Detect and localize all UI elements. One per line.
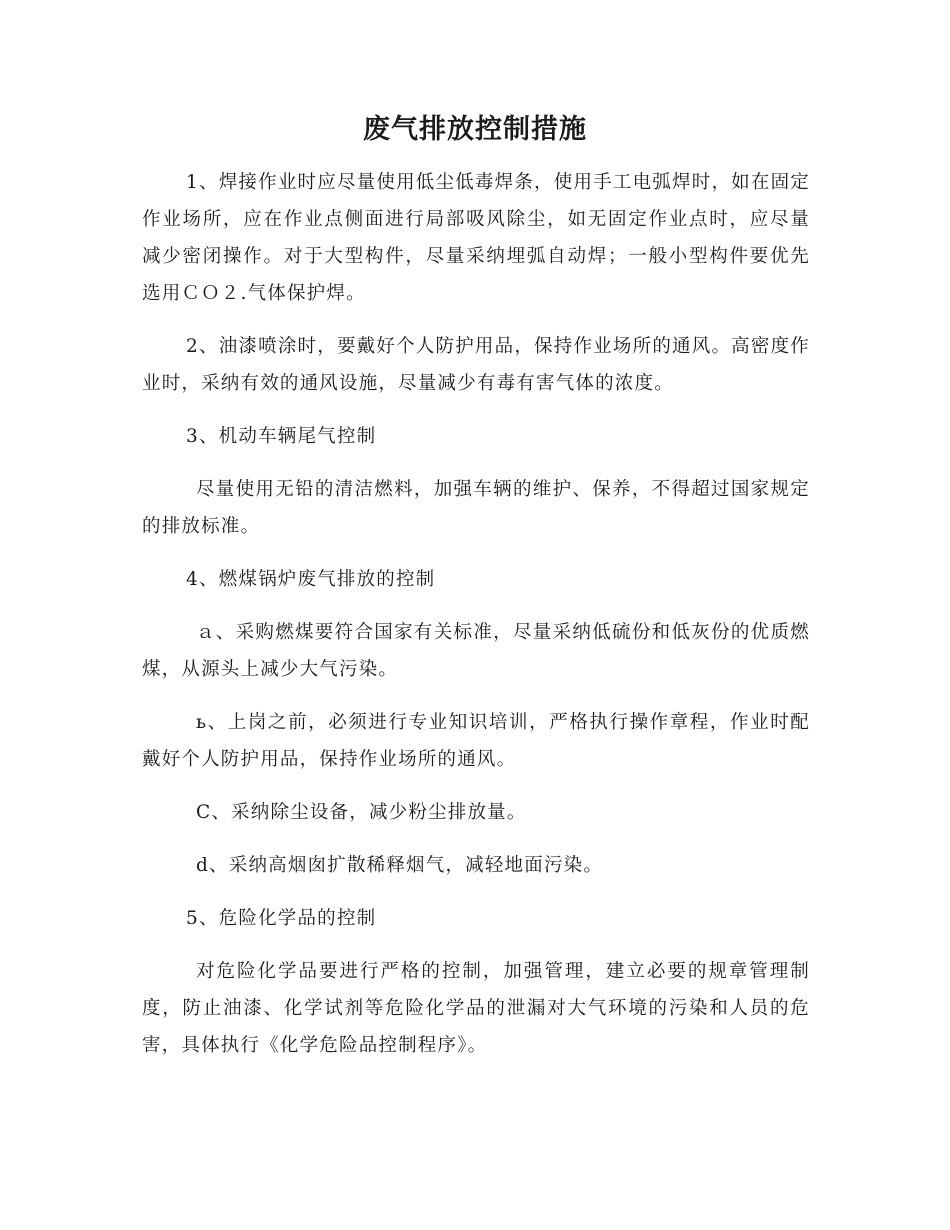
paragraph-3-heading: 3、机动车辆尾气控制	[186, 426, 377, 447]
paragraph-1: 1、焊接作业时应尽量使用低尘低毒焊条，使用手工电弧焊时，如在固定作业场所，应在作业点侧面进行局部吸风除尘，如无固定作业点时，应尽量减少密闭操作。对于大型构件，尽量采纳埋弧自动焊；一般小型构件要优先选用ＣＯ２.气体保护焊。	[142, 172, 810, 304]
paragraph-4b: ь、上岗之前，必须进行专业知识培训，严格执行操作章程，作业时配戴好个人防护用品，保持作业场所的通风。	[142, 712, 810, 770]
paragraph-3-body: 尽量使用无铅的清洁燃料，加强车辆的维护、保养，不得超过国家规定的排放标准。	[142, 479, 810, 537]
paragraph-5-body: 对危险化学品要进行严格的控制，加强管理，建立必要的规章管理制度，防止油漆、化学试剂等危险化学品的泄漏对大气环境的污染和人员的危害，具体执行《化学危险品控制程序》。	[142, 961, 810, 1056]
paragraph-4d: d、采纳高烟囱扩散稀释烟气，减轻地面污染。	[196, 855, 604, 876]
document-body	[142, 164, 810, 1064]
paragraph-4a: ａ、采购燃煤要符合国家有关标准，尽量采纳低硫份和低灰份的优质燃煤，从源头上减少大气污染。	[142, 622, 810, 680]
paragraph-2: 2、油漆喷涂时，要戴好个人防护用品，保持作业场所的通风。高密度作业时，采纳有效的通风设施，尽量减少有毒有害气体的浓度。	[142, 336, 810, 394]
paragraph-5-heading: 5、危险化学品的控制	[186, 908, 377, 929]
document-title: 废气排放控制措施	[363, 114, 587, 145]
paragraph-4c: C、采纳除尘设备，减少粉尘排放量。	[196, 802, 527, 823]
paragraph-4-heading: 4、燃煤锅炉废气排放的控制	[186, 569, 436, 590]
